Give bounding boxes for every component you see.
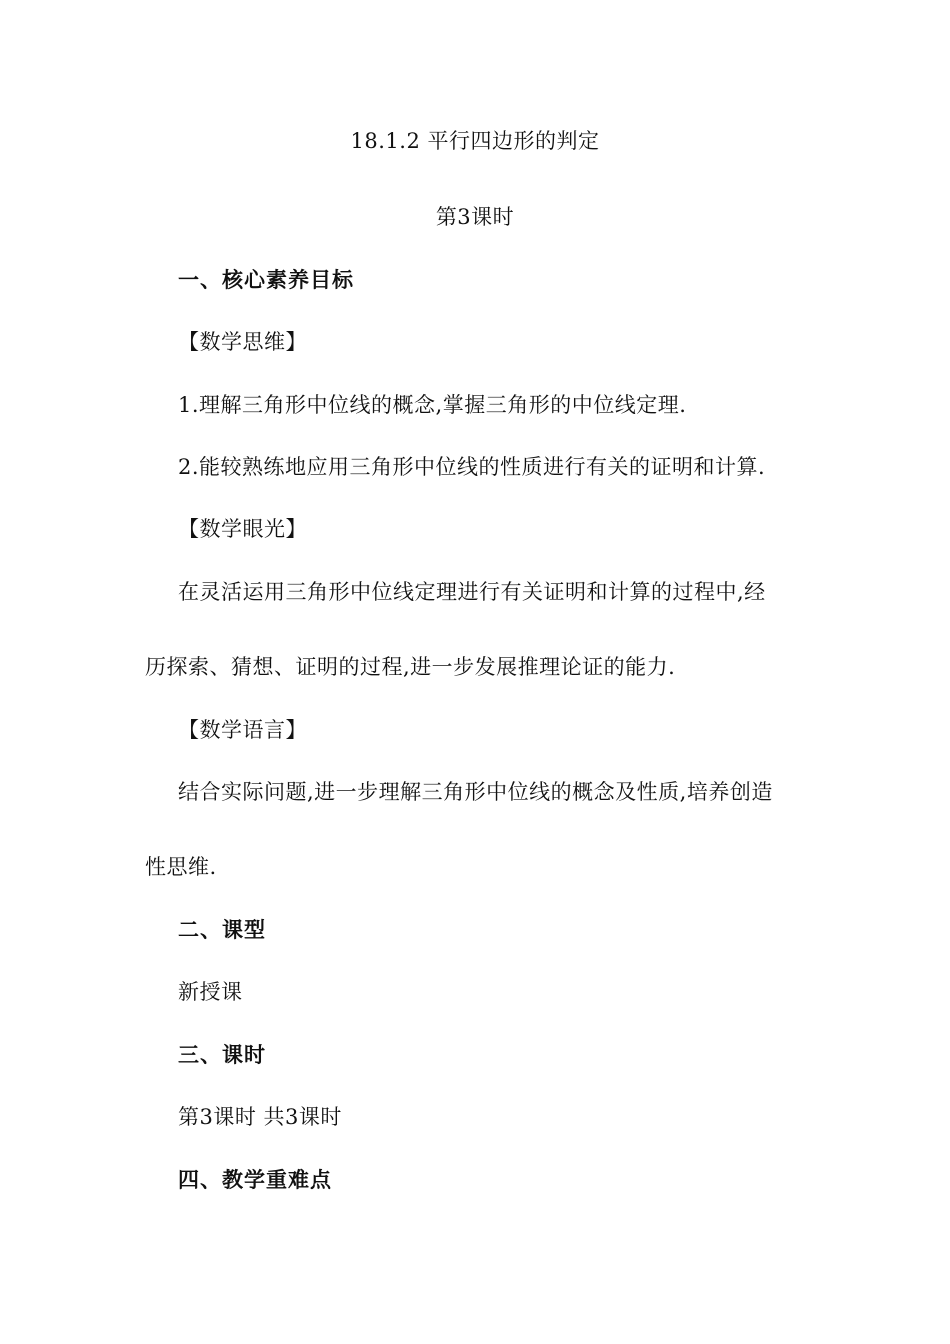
subheading-math-vision: 【数学眼光】: [178, 517, 307, 541]
document-title: 18.1.2 平行四边形的判定: [350, 129, 600, 153]
vision-paragraph-line-1: 在灵活运用三角形中位线定理进行有关证明和计算的过程中,经: [178, 580, 766, 604]
class-hours-value: 第3课时 共3课时: [178, 1105, 342, 1129]
thinking-item-2: 2.能较熟练地应用三角形中位线的性质进行有关的证明和计算.: [178, 455, 766, 479]
vision-paragraph-line-2: 历探索、猜想、证明的过程,进一步发展推理论证的能力.: [145, 655, 676, 679]
section-heading-lesson-type: 二、课型: [178, 918, 266, 942]
section-heading-key-difficult-points: 四、教学重难点: [178, 1168, 332, 1192]
language-paragraph-line-1: 结合实际问题,进一步理解三角形中位线的概念及性质,培养创造: [178, 780, 773, 804]
section-heading-core-goals: 一、核心素养目标: [178, 268, 354, 292]
subheading-math-thinking: 【数学思维】: [178, 330, 307, 354]
section-heading-class-hours: 三、课时: [178, 1043, 266, 1067]
language-paragraph-line-2: 性思维.: [145, 855, 217, 879]
subheading-math-language: 【数学语言】: [178, 718, 307, 742]
lesson-type-value: 新授课: [178, 980, 243, 1004]
thinking-item-1: 1.理解三角形中位线的概念,掌握三角形的中位线定理.: [178, 393, 687, 417]
lesson-number: 第3课时: [435, 205, 515, 229]
